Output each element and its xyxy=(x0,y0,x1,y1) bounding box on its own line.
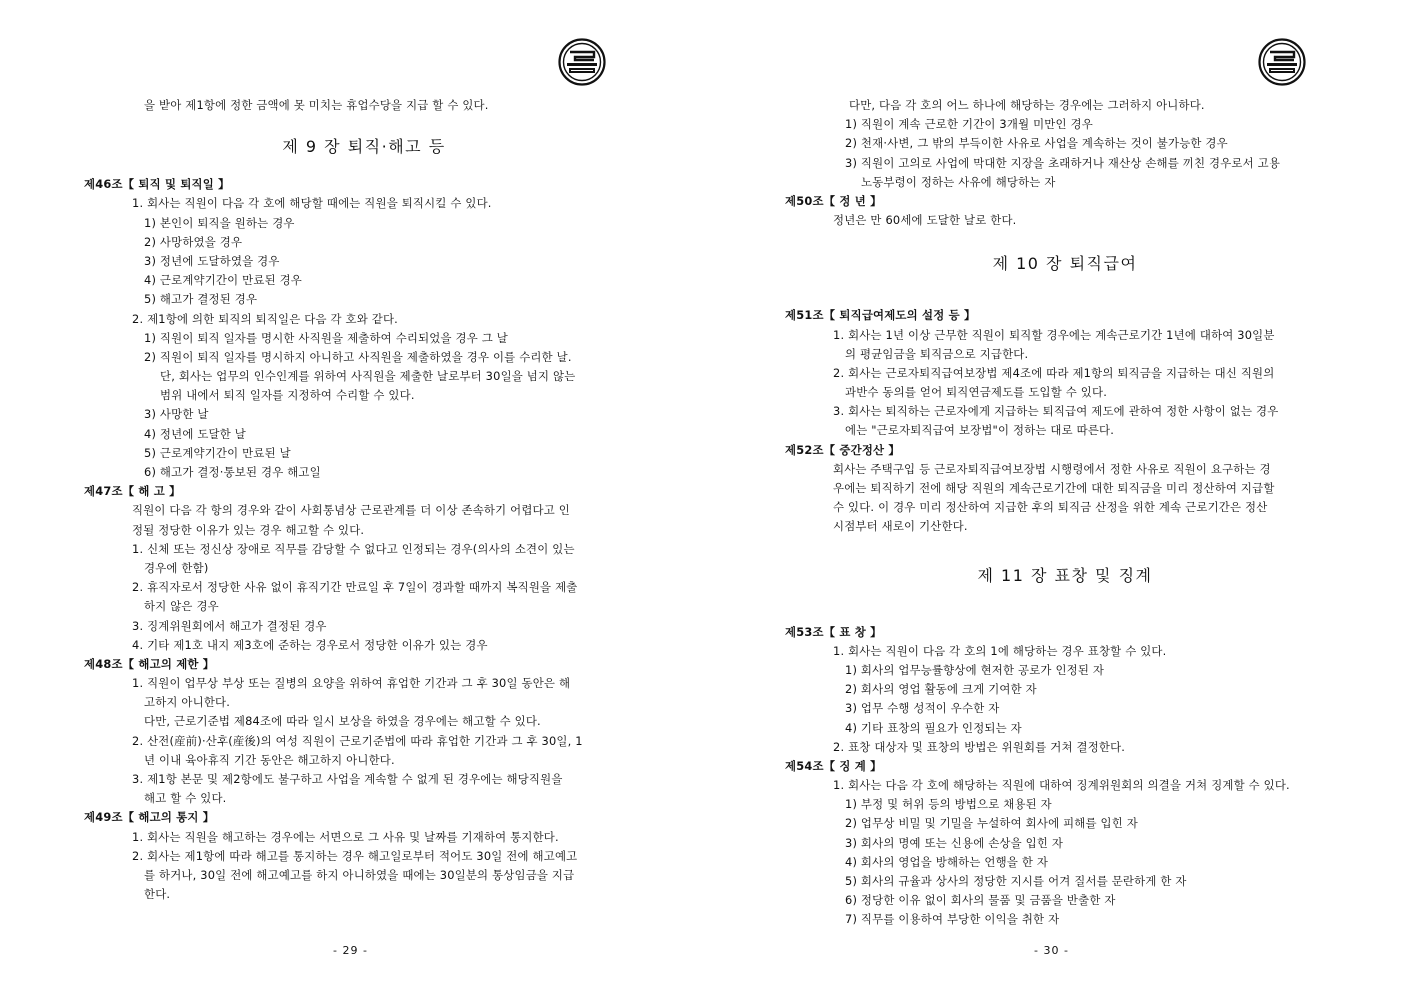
text-line: 3. 제1항 본문 및 제2항에도 불구하고 사업을 계속할 수 없게 된 경우에는 해당직원을 xyxy=(132,772,563,786)
text-line: 3) 회사의 명예 또는 신용에 손상을 입힌 자 xyxy=(845,835,1064,850)
text-line: 1. 회사는 다음 각 호에 해당하는 직원에 대하여 징계위원회의 의결을 거쳐 징계할 수 있다. xyxy=(833,778,1290,793)
page-left-content xyxy=(84,96,644,904)
text-line: 2) 회사의 영업 활동에 크게 기여한 자 xyxy=(845,682,1037,697)
company-logo-icon xyxy=(1258,38,1306,86)
text-line: 시점부터 새로이 기산한다. xyxy=(833,519,968,534)
text-line: 1. 회사는 직원이 다음 각 호의 1에 해당하는 경우 표창할 수 있다. xyxy=(833,643,1167,658)
text-line: 5) 해고가 결정된 경우 xyxy=(144,292,258,307)
text-line: 3. 회사는 퇴직하는 근로자에게 지급하는 퇴직급여 제도에 관하여 정한 사항이 없는 경우 xyxy=(833,404,1279,419)
text-line: 범위 내에서 퇴직 일자를 지정하여 수리할 수 있다. xyxy=(160,388,415,403)
text-line: 1) 부정 및 허위 등의 방법으로 채용된 자 xyxy=(845,797,1052,812)
text-line: 1. 회사는 직원이 다음 각 호에 해당할 때에는 직원을 퇴직시킬 수 있다. xyxy=(132,196,492,211)
text-line: 고하지 아니한다. xyxy=(144,695,231,710)
article-49-title: 제49조【 해고의 통지 】 xyxy=(84,810,215,825)
text-line: 1) 본인이 퇴직을 원하는 경우 xyxy=(144,215,295,230)
article-47-title: 제47조【 해 고 】 xyxy=(84,484,181,499)
text-line: 4) 근로계약기간이 만료된 경우 xyxy=(144,273,302,288)
company-logo-icon xyxy=(558,38,606,86)
text-line: 2) 천재·사변, 그 밖의 부득이한 사유로 사업을 계속하는 것이 불가능한 경우 xyxy=(845,136,1228,151)
text-line: 1) 직원이 계속 근로한 기간이 3개월 미만인 경우 xyxy=(845,117,1093,132)
text-line: 우에는 퇴직하기 전에 해당 직원의 계속근로기간에 대한 퇴직금을 미리 정산하여 지급할 xyxy=(833,481,1275,495)
text-line: 다만, 근로기준법 제84조에 따라 일시 보상을 하였을 경우에는 해고할 수 있다. xyxy=(144,714,541,729)
text-line: 1) 직원이 퇴직 일자를 명시한 사직원을 제출하여 수리되었을 경우 그 날 xyxy=(144,330,508,345)
page-number: - 29 - xyxy=(333,944,368,957)
text-line: 7) 직무를 이용하여 부당한 이익을 취한 자 xyxy=(845,912,1060,927)
article-50-title: 제50조【 정 년 】 xyxy=(785,193,882,208)
chapter-9-title: 제 9 장 퇴직·해고 등 xyxy=(282,137,446,157)
text-line: 2) 업무상 비밀 및 기밀을 누설하여 회사에 피해를 입힌 자 xyxy=(845,816,1138,831)
text-line: 를 하거나, 30일 전에 해고예고를 하지 아니하였을 때에는 30일분의 통상임금을 지급 xyxy=(144,867,575,882)
text-line: 2. 회사는 제1항에 따라 해고를 통지하는 경우 해고일로부터 적어도 30일 전에 해고예고 xyxy=(132,848,578,863)
text-line: 의 평균임금을 퇴직금으로 지급한다. xyxy=(845,346,1029,361)
text-line: 1. 회사는 직원을 해고하는 경우에는 서면으로 그 사유 및 날짜를 기재하여 통지한다. xyxy=(132,829,559,844)
article-52-title: 제52조【 중간정산 】 xyxy=(785,442,900,457)
page-number: - 30 - xyxy=(1034,944,1069,957)
article-53-title: 제53조【 표 창 】 xyxy=(785,624,882,639)
text-line: 2. 산전(産前)·산후(産後)의 여성 직원이 근로기준법에 따라 휴업한 기간과 그 후 30일, 1 xyxy=(132,733,583,748)
text-line: 한다. xyxy=(144,887,171,902)
text-line: 1. 직원이 업무상 부상 또는 질병의 요양을 위하여 휴업한 기간과 그 후 30일 동안은 해 xyxy=(132,676,571,691)
page-left xyxy=(0,0,701,992)
text-line: 4) 정년에 도달한 날 xyxy=(144,426,246,441)
text-line: 1) 회사의 업무능률향상에 현저한 공로가 인정된 자 xyxy=(845,662,1105,677)
chapter-10-title: 제 10 장 퇴직급여 xyxy=(992,254,1138,274)
text-line: 에는 "근로자퇴직급여 보장법"이 정하는 대로 따른다. xyxy=(845,423,1115,438)
text-line: 을 받아 제1항에 정한 금액에 못 미치는 휴업수당을 지급 할 수 있다. xyxy=(144,98,489,112)
text-line: 수 있다. 이 경우 미리 정산하여 지급한 후의 퇴직금 산정을 위한 계속 근로기간은 정산 xyxy=(833,500,1268,515)
text-line: 정될 정당한 이유가 있는 경우 해고할 수 있다. xyxy=(132,522,365,537)
text-line: 4) 기타 표창의 필요가 인정되는 자 xyxy=(845,720,1022,735)
text-line: 2. 휴직자로서 정당한 사유 없이 휴직기간 만료일 후 7일이 경과할 때까지 복직원을 제출 xyxy=(132,580,578,595)
text-line: 6) 해고가 결정·통보된 경우 해고일 xyxy=(144,465,321,479)
text-line: 3) 사망한 날 xyxy=(144,407,209,422)
article-48-title: 제48조【 해고의 제한 】 xyxy=(84,656,215,671)
text-line: 1. 신체 또는 정신상 장애로 직무를 감당할 수 없다고 인정되는 경우(의사의 소견이 있는 xyxy=(132,541,575,556)
text-line: 년 이내 육아휴직 기간 동안은 해고하지 아니한다. xyxy=(144,752,395,767)
text-line: 2. 회사는 근로자퇴직급여보장법 제4조에 따라 제1항의 퇴직금을 지급하는 대신 직원의 xyxy=(833,365,1275,380)
page-right xyxy=(701,0,1402,992)
article-46-title: 제46조【 퇴직 및 퇴직일 】 xyxy=(84,177,230,192)
text-line: 5) 회사의 규율과 상사의 정당한 지시를 어겨 질서를 문란하게 한 자 xyxy=(845,874,1187,888)
text-line: 직원이 다음 각 항의 경우와 같이 사회통념상 근로관계를 더 이상 존속하기 어렵다고 인 xyxy=(132,503,570,518)
article-51-title: 제51조【 퇴직급여제도의 설정 등 】 xyxy=(785,308,976,323)
text-line: 3. 징계위원회에서 해고가 결정된 경우 xyxy=(132,618,327,633)
text-line: 다만, 다음 각 호의 어느 하나에 해당하는 경우에는 그러하지 아니하다. xyxy=(849,98,1205,112)
text-line: 노동부령이 정하는 사유에 해당하는 자 xyxy=(861,174,1056,189)
text-line: 하지 않은 경우 xyxy=(144,599,219,614)
text-line: 정년은 만 60세에 도달한 날로 한다. xyxy=(833,213,1017,228)
text-line: 2. 표창 대상자 및 표창의 방법은 위원회를 거쳐 결정한다. xyxy=(833,739,1126,754)
text-line: 해고 할 수 있다. xyxy=(144,791,227,806)
text-line: 3) 업무 수행 성적이 우수한 자 xyxy=(845,701,1000,716)
text-line: 6) 정당한 이유 없이 회사의 물품 및 금품을 반출한 자 xyxy=(845,893,1116,908)
page-right-content xyxy=(785,96,1345,930)
text-line: 1. 회사는 1년 이상 근무한 직원이 퇴직할 경우에는 계속근로기간 1년에 대하여 30일분 xyxy=(833,327,1275,342)
text-line: 2) 사망하였을 경우 xyxy=(144,234,243,249)
text-line: 4. 기타 제1호 내지 제3호에 준하는 경우로서 정당한 이유가 있는 경우 xyxy=(132,637,488,652)
chapter-11-title: 제 11 장 표창 및 징계 xyxy=(977,565,1153,585)
text-line: 과반수 동의를 얻어 퇴직연금제도를 도입할 수 있다. xyxy=(845,385,1108,400)
text-line: 회사는 주택구입 등 근로자퇴직급여보장법 시행령에서 정한 사유로 직원이 요구하는 경 xyxy=(833,461,1271,476)
text-line: 4) 회사의 영업을 방해하는 언행을 한 자 xyxy=(845,854,1049,869)
text-line: 경우에 한함) xyxy=(144,560,209,575)
text-line: 단, 회사는 업무의 인수인계를 위하여 사직원을 제출한 날로부터 30일을 넘지 않는 xyxy=(160,369,576,384)
text-line: 3) 직원이 고의로 사업에 막대한 지장을 초래하거나 재산상 손해를 끼친 경우로서 고용 xyxy=(845,155,1281,170)
text-line: 2. 제1항에 의한 퇴직의 퇴직일은 다음 각 호와 같다. xyxy=(132,311,398,326)
text-line: 2) 직원이 퇴직 일자를 명시하지 아니하고 사직원을 제출하였을 경우 이를 수리한 날. xyxy=(144,349,572,364)
text-line: 3) 정년에 도달하였을 경우 xyxy=(144,253,280,268)
article-54-title: 제54조【 징 계 】 xyxy=(785,758,882,773)
text-line: 5) 근로계약기간이 만료된 날 xyxy=(144,445,291,460)
